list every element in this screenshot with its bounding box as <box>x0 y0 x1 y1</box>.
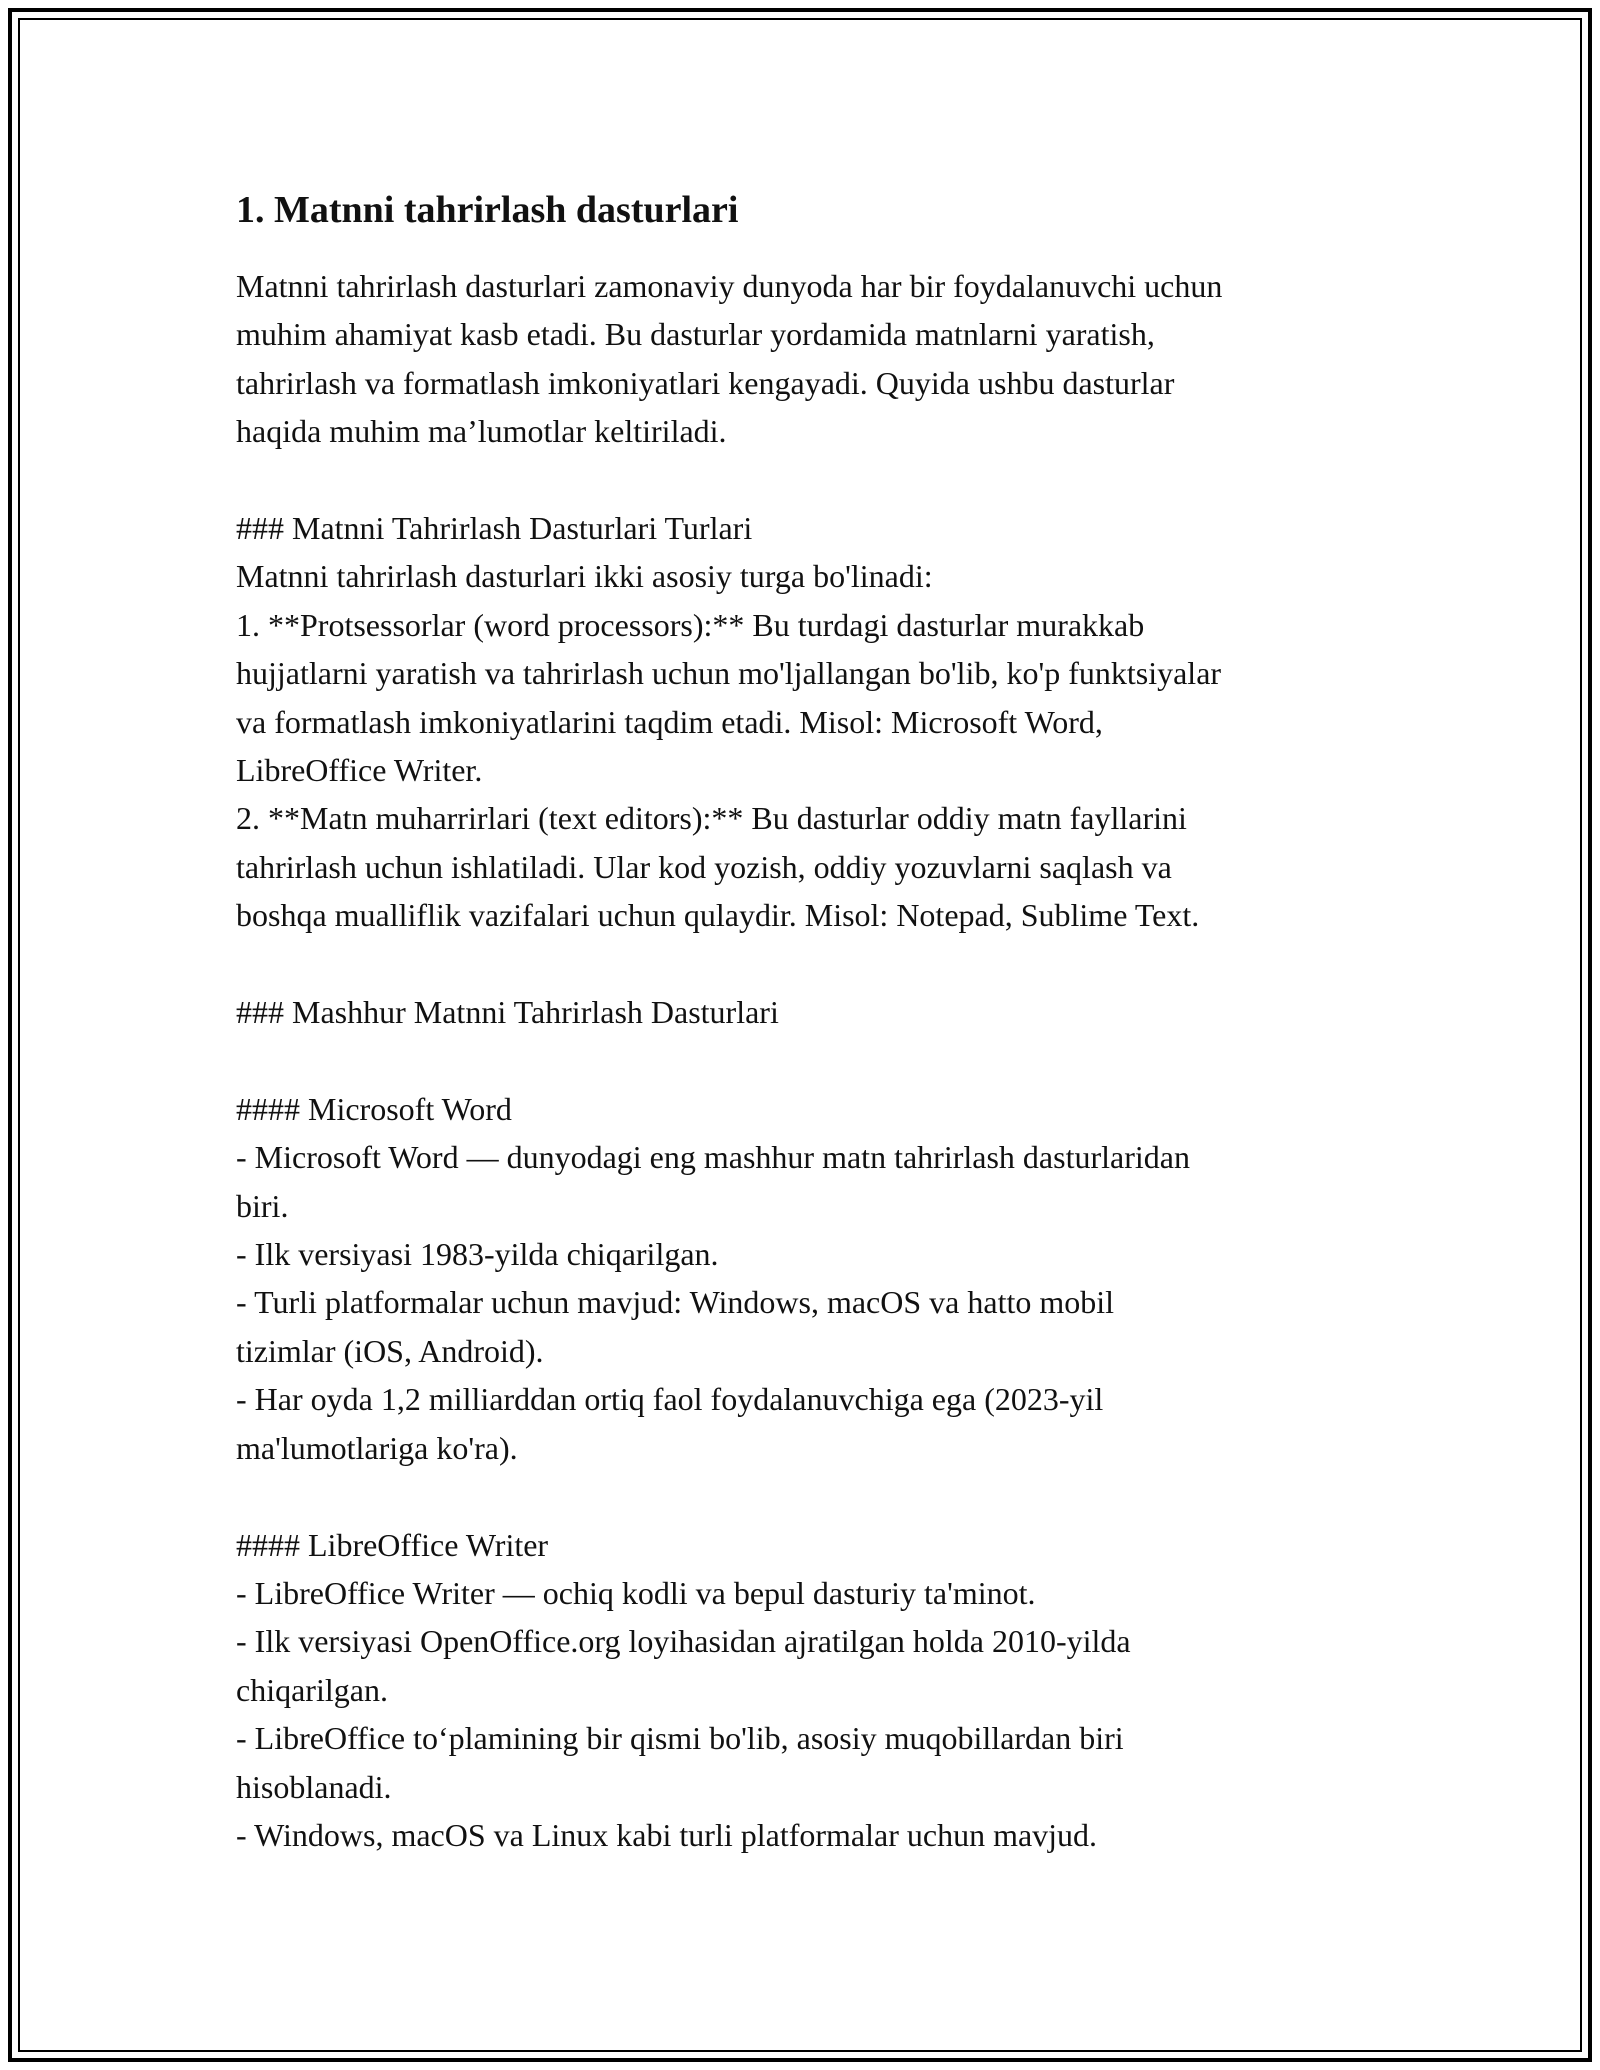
text-line: tahrirlash va formatlash imkoniyatlari kengayadi. Quyida ushbu dasturlar <box>236 364 1175 401</box>
list-item: - Windows, macOS va Linux kabi turli platformalar uchun mavjud. <box>236 1816 1098 1853</box>
blank-line <box>236 1036 1386 1084</box>
text-line: ma'lumotlariga ko'ra). <box>236 1429 518 1466</box>
text-line: biri. <box>236 1187 289 1224</box>
text-line: hisoblanadi. <box>236 1768 392 1805</box>
list-item: - Ilk versiyasi OpenOffice.org loyihasidan ajratilgan holda 2010-yilda <box>236 1623 1131 1660</box>
section-heading: ### Mashhur Matnni Tahrirlash Dasturlari <box>236 994 779 1031</box>
list-item: 1. **Protsessorlar (word processors):** Bu turdagi dasturlar murakkab <box>236 606 1145 643</box>
blank-line <box>236 456 1386 504</box>
text-line: muhim ahamiyat kasb etadi. Bu dasturlar yordamida matnlarni yaratish, <box>236 316 1155 353</box>
section-heading: ### Matnni Tahrirlash Dasturlari Turlari <box>236 510 753 547</box>
list-item: - LibreOffice Writer — ochiq kodli va bepul dasturiy ta'minot. <box>236 1574 1036 1611</box>
document-title: 1. Matnni tahrirlash dasturlari <box>236 189 739 231</box>
list-item: - Har oyda 1,2 milliarddan ortiq faol foydalanuvchiga ega (2023-yil <box>236 1381 1104 1418</box>
text-line: LibreOffice Writer. <box>236 752 483 789</box>
document-body <box>236 186 1386 1859</box>
text-line: chiqarilgan. <box>236 1671 388 1708</box>
list-item: - Ilk versiyasi 1983-yilda chiqarilgan. <box>236 1236 719 1273</box>
list-item: 2. **Matn muharrirlari (text editors):** Bu dasturlar oddiy matn fayllarini <box>236 800 1187 837</box>
list-item: - Microsoft Word — dunyodagi eng mashhur matn tahrirlash dasturlaridan <box>236 1139 1190 1176</box>
text-line: haqida muhim ma’lumotlar keltiriladi. <box>236 413 727 450</box>
text-line: tahrirlash uchun ishlatiladi. Ular kod yozish, oddiy yozuvlarni saqlash va <box>236 848 1172 885</box>
document-text <box>236 262 1386 1859</box>
subsection-heading: #### LibreOffice Writer <box>236 1526 549 1563</box>
blank-line <box>236 1472 1386 1520</box>
text-line: Matnni tahrirlash dasturlari zamonaviy dunyoda har bir foydalanuvchi uchun <box>236 268 1223 304</box>
list-item: - LibreOffice to‘plamining bir qismi bo'lib, asosiy muqobillardan biri <box>236 1720 1124 1757</box>
list-item: - Turli platformalar uchun mavjud: Windows, macOS va hatto mobil <box>236 1284 1115 1321</box>
blank-line <box>236 940 1386 988</box>
text-line: Matnni tahrirlash dasturlari ikki asosiy turga bo'linadi: <box>236 558 933 595</box>
text-line: boshqa mualliflik vazifalari uchun qulaydir. Misol: Notepad, Sublime Text. <box>236 897 1200 934</box>
subsection-heading: #### Microsoft Word <box>236 1090 512 1127</box>
text-line: hujjatlarni yaratish va tahrirlash uchun mo'ljallangan bo'lib, ko'p funktsiyalar <box>236 655 1222 692</box>
text-line: tizimlar (iOS, Android). <box>236 1332 544 1369</box>
text-line: va formatlash imkoniyatlarini taqdim etadi. Misol: Microsoft Word, <box>236 703 1103 740</box>
